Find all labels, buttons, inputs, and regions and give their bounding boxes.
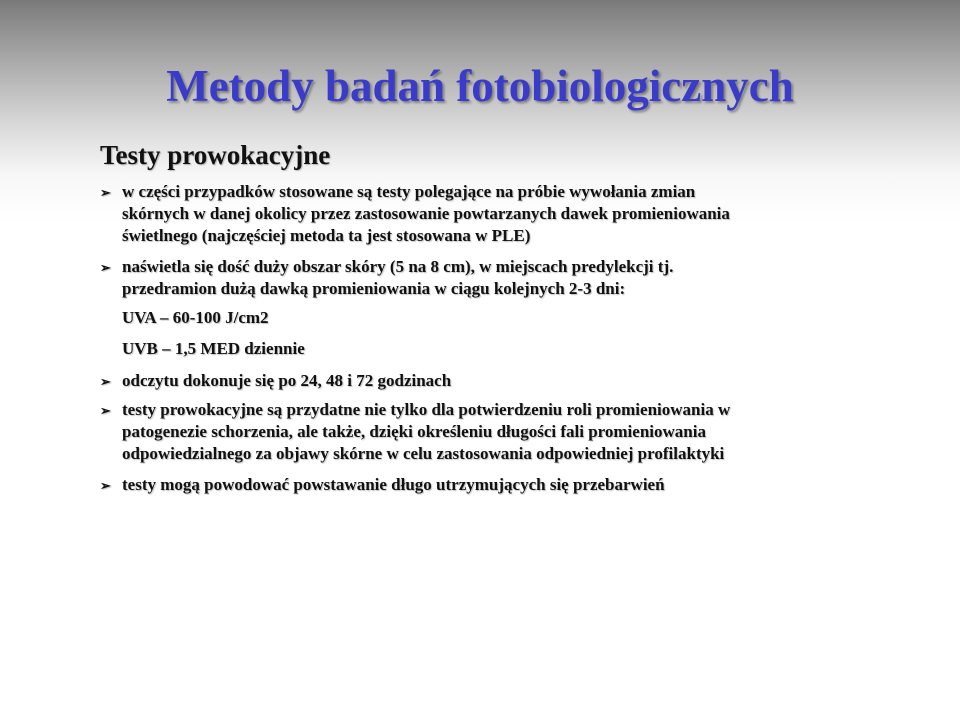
bullet-item xyxy=(100,474,740,496)
bullet-item xyxy=(100,370,740,392)
slide-content xyxy=(100,181,740,496)
bullet-text: odczytu dokonuje się po 24, 48 i 72 godzinach xyxy=(122,371,452,390)
bullet-text: testy prowokacyjne są przydatne nie tylko dla potwierdzeniu roli promieniowania w patogenezie schorzenia, ale także, dzięki określeniu długości fali promieniowania odpowiedzialnego za objawy skórne w celu zastosowania odpowiedniej profilaktyki xyxy=(122,400,731,463)
arrow-bullet-icon: ➢ xyxy=(100,260,111,275)
dose-line-uva: UVA – 60-100 J/cm2 xyxy=(122,308,269,327)
slide-title: Metody badań fotobiologicznych xyxy=(166,61,794,111)
arrow-bullet-icon: ➢ xyxy=(100,374,111,389)
bullet-item xyxy=(100,399,740,465)
bullet-item xyxy=(100,256,740,300)
arrow-bullet-icon: ➢ xyxy=(100,185,111,200)
section-heading: Testy prowokacyjne xyxy=(100,140,331,170)
bullet-text: w części przypadków stosowane są testy polegające na próbie wywołania zmian skórnych w danej okolicy przez zastosowanie powtarzanych dawek promieniowania świetlnego (najczęściej metoda ta jest stosowana w PLE) xyxy=(122,182,730,245)
arrow-bullet-icon: ➢ xyxy=(100,478,111,493)
dose-line-uvb: UVB – 1,5 MED dziennie xyxy=(122,339,305,358)
bullet-text: testy mogą powodować powstawanie długo utrzymujących się przebarwień xyxy=(122,475,665,494)
bullet-item xyxy=(100,181,740,247)
bullet-text: naświetla się dość duży obszar skóry (5 na 8 cm), w miejscach predylekcji tj. przedramion dużą dawką promieniowania w ciągu kolejnych 2-3 dni: xyxy=(122,257,674,298)
arrow-bullet-icon: ➢ xyxy=(100,403,111,418)
